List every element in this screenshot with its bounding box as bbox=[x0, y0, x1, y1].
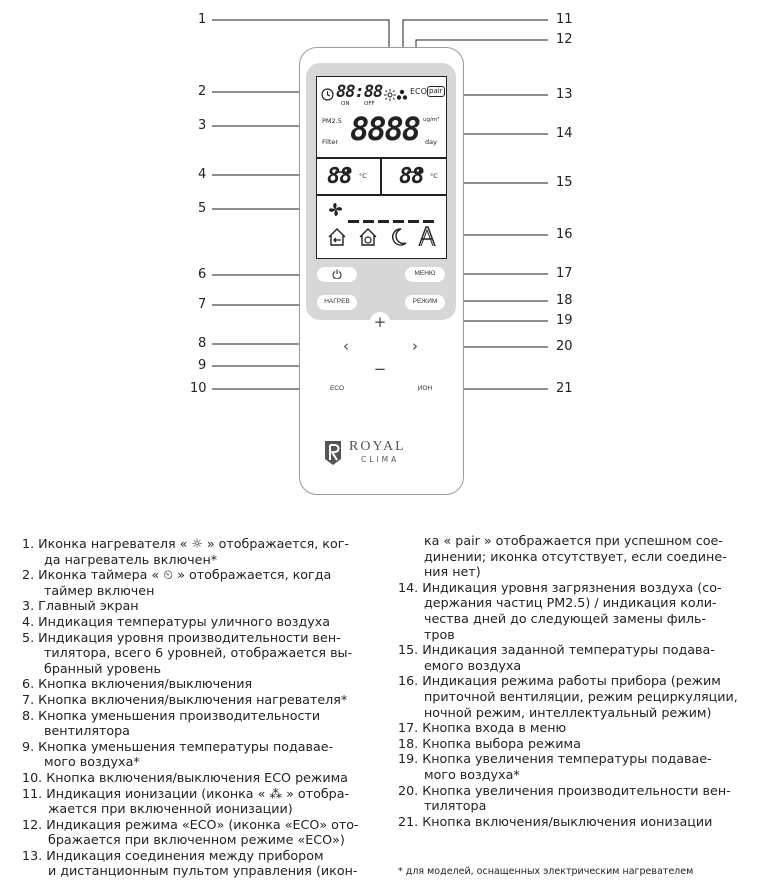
legend-line: 11. Индикация ионизации (иконка « ⁂ » отобра- bbox=[22, 785, 350, 801]
callout-8: 8 bbox=[198, 336, 207, 351]
callout-18: 18 bbox=[556, 293, 573, 308]
legend-line: тилятора, всего 6 уровней, отображается вы- bbox=[44, 645, 353, 661]
chevron-right-icon: › bbox=[412, 337, 418, 355]
plus-icon: + bbox=[373, 313, 387, 331]
legend-line: 6. Кнопка включения/выключения bbox=[22, 676, 253, 692]
fan-icon bbox=[328, 202, 343, 221]
callout-13: 13 bbox=[556, 87, 573, 102]
legend-line: 15. Индикация заданной температуры подава- bbox=[398, 642, 715, 658]
ion-button[interactable]: ИОН bbox=[405, 382, 445, 397]
legend-left-column bbox=[22, 536, 382, 879]
timer-off-label: OFF bbox=[364, 101, 375, 107]
footnote: * для моделей, оснащенных электрическим нагревателем bbox=[398, 866, 694, 877]
legend-line: держания частиц PM2.5) / индикация коли- bbox=[424, 595, 717, 611]
lcd-divider bbox=[316, 194, 447, 196]
main-display-digits: 8888 bbox=[350, 110, 420, 148]
filter-label: Filter bbox=[322, 138, 339, 146]
legend-line: приточной вентиляции, режим рециркуляции, bbox=[424, 688, 738, 704]
heater-button[interactable]: НАГРЕВ bbox=[317, 295, 357, 310]
fan-speed-up-button[interactable] bbox=[405, 336, 425, 356]
legend-right-column bbox=[398, 533, 758, 829]
day-label: day bbox=[425, 138, 437, 146]
legend-line: ка « pair » отображается при успешном сое- bbox=[424, 533, 723, 548]
smart-mode-icon bbox=[417, 225, 437, 251]
supply-temp-unit: °C bbox=[430, 172, 438, 180]
timer-icon bbox=[321, 86, 334, 105]
brand-emblem-icon bbox=[321, 437, 345, 467]
legend-line: 1. Иконка нагревателя « ☼ » отображается, ког- bbox=[22, 536, 349, 551]
mode-button[interactable]: РЕЖИМ bbox=[405, 295, 445, 310]
legend-line: 3. Главный экран bbox=[22, 598, 139, 614]
outdoor-temp-digits: 88 bbox=[327, 164, 352, 189]
legend-line: 12. Индикация режима «ECO» (иконка «ECO» ото- bbox=[22, 816, 359, 832]
callout-16: 16 bbox=[556, 227, 573, 242]
supply-temp-digits: 88 bbox=[399, 164, 424, 189]
chevron-left-icon: ‹ bbox=[343, 337, 349, 355]
fan-level-segment bbox=[363, 220, 374, 223]
callout-1: 1 bbox=[198, 12, 207, 27]
legend-line: 19. Кнопка увеличения температуры подавае- bbox=[398, 751, 712, 767]
eco-indicator: ECO bbox=[410, 87, 427, 96]
legend-line: 4. Индикация температуры уличного воздуха bbox=[22, 613, 331, 629]
fan-level-segment bbox=[378, 220, 389, 223]
legend-line: вентилятора bbox=[44, 723, 130, 739]
supply-ventilation-mode-icon bbox=[327, 227, 347, 251]
legend-line: бражается при включенном режиме «ECO») bbox=[48, 832, 345, 848]
callout-7: 7 bbox=[198, 297, 207, 312]
legend-line: да нагреватель включен* bbox=[44, 551, 218, 567]
callout-10: 10 bbox=[190, 381, 207, 396]
callout-9: 9 bbox=[198, 358, 207, 373]
legend-line: бранный уровень bbox=[44, 660, 161, 676]
ionization-icon bbox=[396, 86, 408, 105]
power-icon bbox=[332, 269, 342, 279]
legend-line: тилятора bbox=[424, 798, 487, 814]
fan-level-segment bbox=[423, 220, 434, 223]
legend-line: динении; иконка отсутствует, если соедине- bbox=[424, 548, 727, 564]
pm25-label: PM2.5 bbox=[322, 117, 342, 125]
fan-level-segment bbox=[348, 220, 359, 223]
minus-icon: − bbox=[373, 360, 387, 378]
legend-line: 8. Кнопка уменьшения производительности bbox=[22, 707, 321, 723]
legend-line: 13. Индикация соединения между прибором bbox=[22, 847, 324, 863]
legend-line: 16. Индикация режима работы прибора (режим bbox=[398, 673, 721, 689]
callout-12: 12 bbox=[556, 32, 573, 47]
callout-4: 4 bbox=[198, 167, 207, 182]
legend-line: емого воздуха bbox=[424, 657, 522, 673]
callout-20: 20 bbox=[556, 339, 573, 354]
fan-level-segment bbox=[408, 220, 419, 223]
menu-button[interactable]: МЕНЮ bbox=[405, 267, 445, 282]
callout-2: 2 bbox=[198, 84, 207, 99]
callout-19: 19 bbox=[556, 313, 573, 328]
temperature-up-button[interactable] bbox=[370, 312, 390, 332]
legend-line: и дистанционным пультом управления (икон- bbox=[48, 863, 358, 879]
night-mode-icon bbox=[390, 227, 408, 251]
lcd-screen bbox=[316, 76, 447, 259]
legend-line: ния нет) bbox=[424, 564, 481, 580]
outdoor-temp-unit: °C bbox=[359, 172, 367, 180]
unit-label: ug/m³ bbox=[423, 117, 440, 123]
fan-speed-down-button[interactable] bbox=[336, 336, 356, 356]
timer-digits: 88:88 bbox=[336, 82, 383, 102]
callout-17: 17 bbox=[556, 266, 573, 281]
callout-15: 15 bbox=[556, 175, 573, 190]
callout-6: 6 bbox=[198, 267, 207, 282]
temperature-down-button[interactable] bbox=[370, 359, 390, 379]
legend-line: 18. Кнопка выбора режима bbox=[398, 735, 581, 751]
eco-button[interactable]: ECO bbox=[317, 382, 357, 397]
royal-clima-logo bbox=[321, 437, 441, 469]
callout-14: 14 bbox=[556, 126, 573, 141]
callout-5: 5 bbox=[198, 201, 207, 216]
pair-indicator: pair bbox=[429, 87, 443, 95]
brand-name: ROYAL bbox=[349, 439, 406, 454]
legend-line: 9. Кнопка уменьшения температуры подавае- bbox=[22, 738, 334, 754]
legend-line: таймер включен bbox=[44, 582, 155, 598]
fan-level-segment bbox=[393, 220, 404, 223]
legend-line: 17. Кнопка входа в меню bbox=[398, 720, 567, 736]
callout-11: 11 bbox=[556, 12, 573, 27]
legend-line: 20. Кнопка увеличения производительности вен- bbox=[398, 782, 731, 798]
legend-line: ночной режим, интеллектуальный режим) bbox=[424, 704, 712, 720]
recirculation-mode-icon bbox=[358, 227, 378, 251]
brand-subname: CLIMA bbox=[361, 455, 400, 464]
legend-line: чества дней до следующей замены филь- bbox=[424, 610, 707, 626]
power-button[interactable] bbox=[317, 267, 357, 282]
heater-icon bbox=[384, 86, 396, 105]
legend-line: тров bbox=[424, 626, 455, 642]
callout-21: 21 bbox=[556, 381, 573, 396]
legend-line: 10. Кнопка включения/выключения ECO режима bbox=[22, 769, 348, 785]
legend-line: 14. Индикация уровня загрязнения воздуха (со- bbox=[398, 579, 722, 595]
legend-line: 21. Кнопка включения/выключения ионизации bbox=[398, 813, 713, 829]
legend-line: 5. Индикация уровня производительности вен- bbox=[22, 629, 341, 645]
legend-line: мого воздуха* bbox=[424, 766, 520, 782]
legend-line: мого воздуха* bbox=[44, 754, 140, 770]
callout-3: 3 bbox=[198, 118, 207, 133]
timer-on-label: ON bbox=[341, 101, 350, 107]
legend-line: 2. Иконка таймера « ⏲ » отображается, когда bbox=[22, 567, 332, 583]
lcd-divider bbox=[380, 157, 382, 195]
legend-line: жается при включенной ионизации) bbox=[48, 801, 293, 817]
legend-line: 7. Кнопка включения/выключения нагревателя* bbox=[22, 691, 348, 707]
